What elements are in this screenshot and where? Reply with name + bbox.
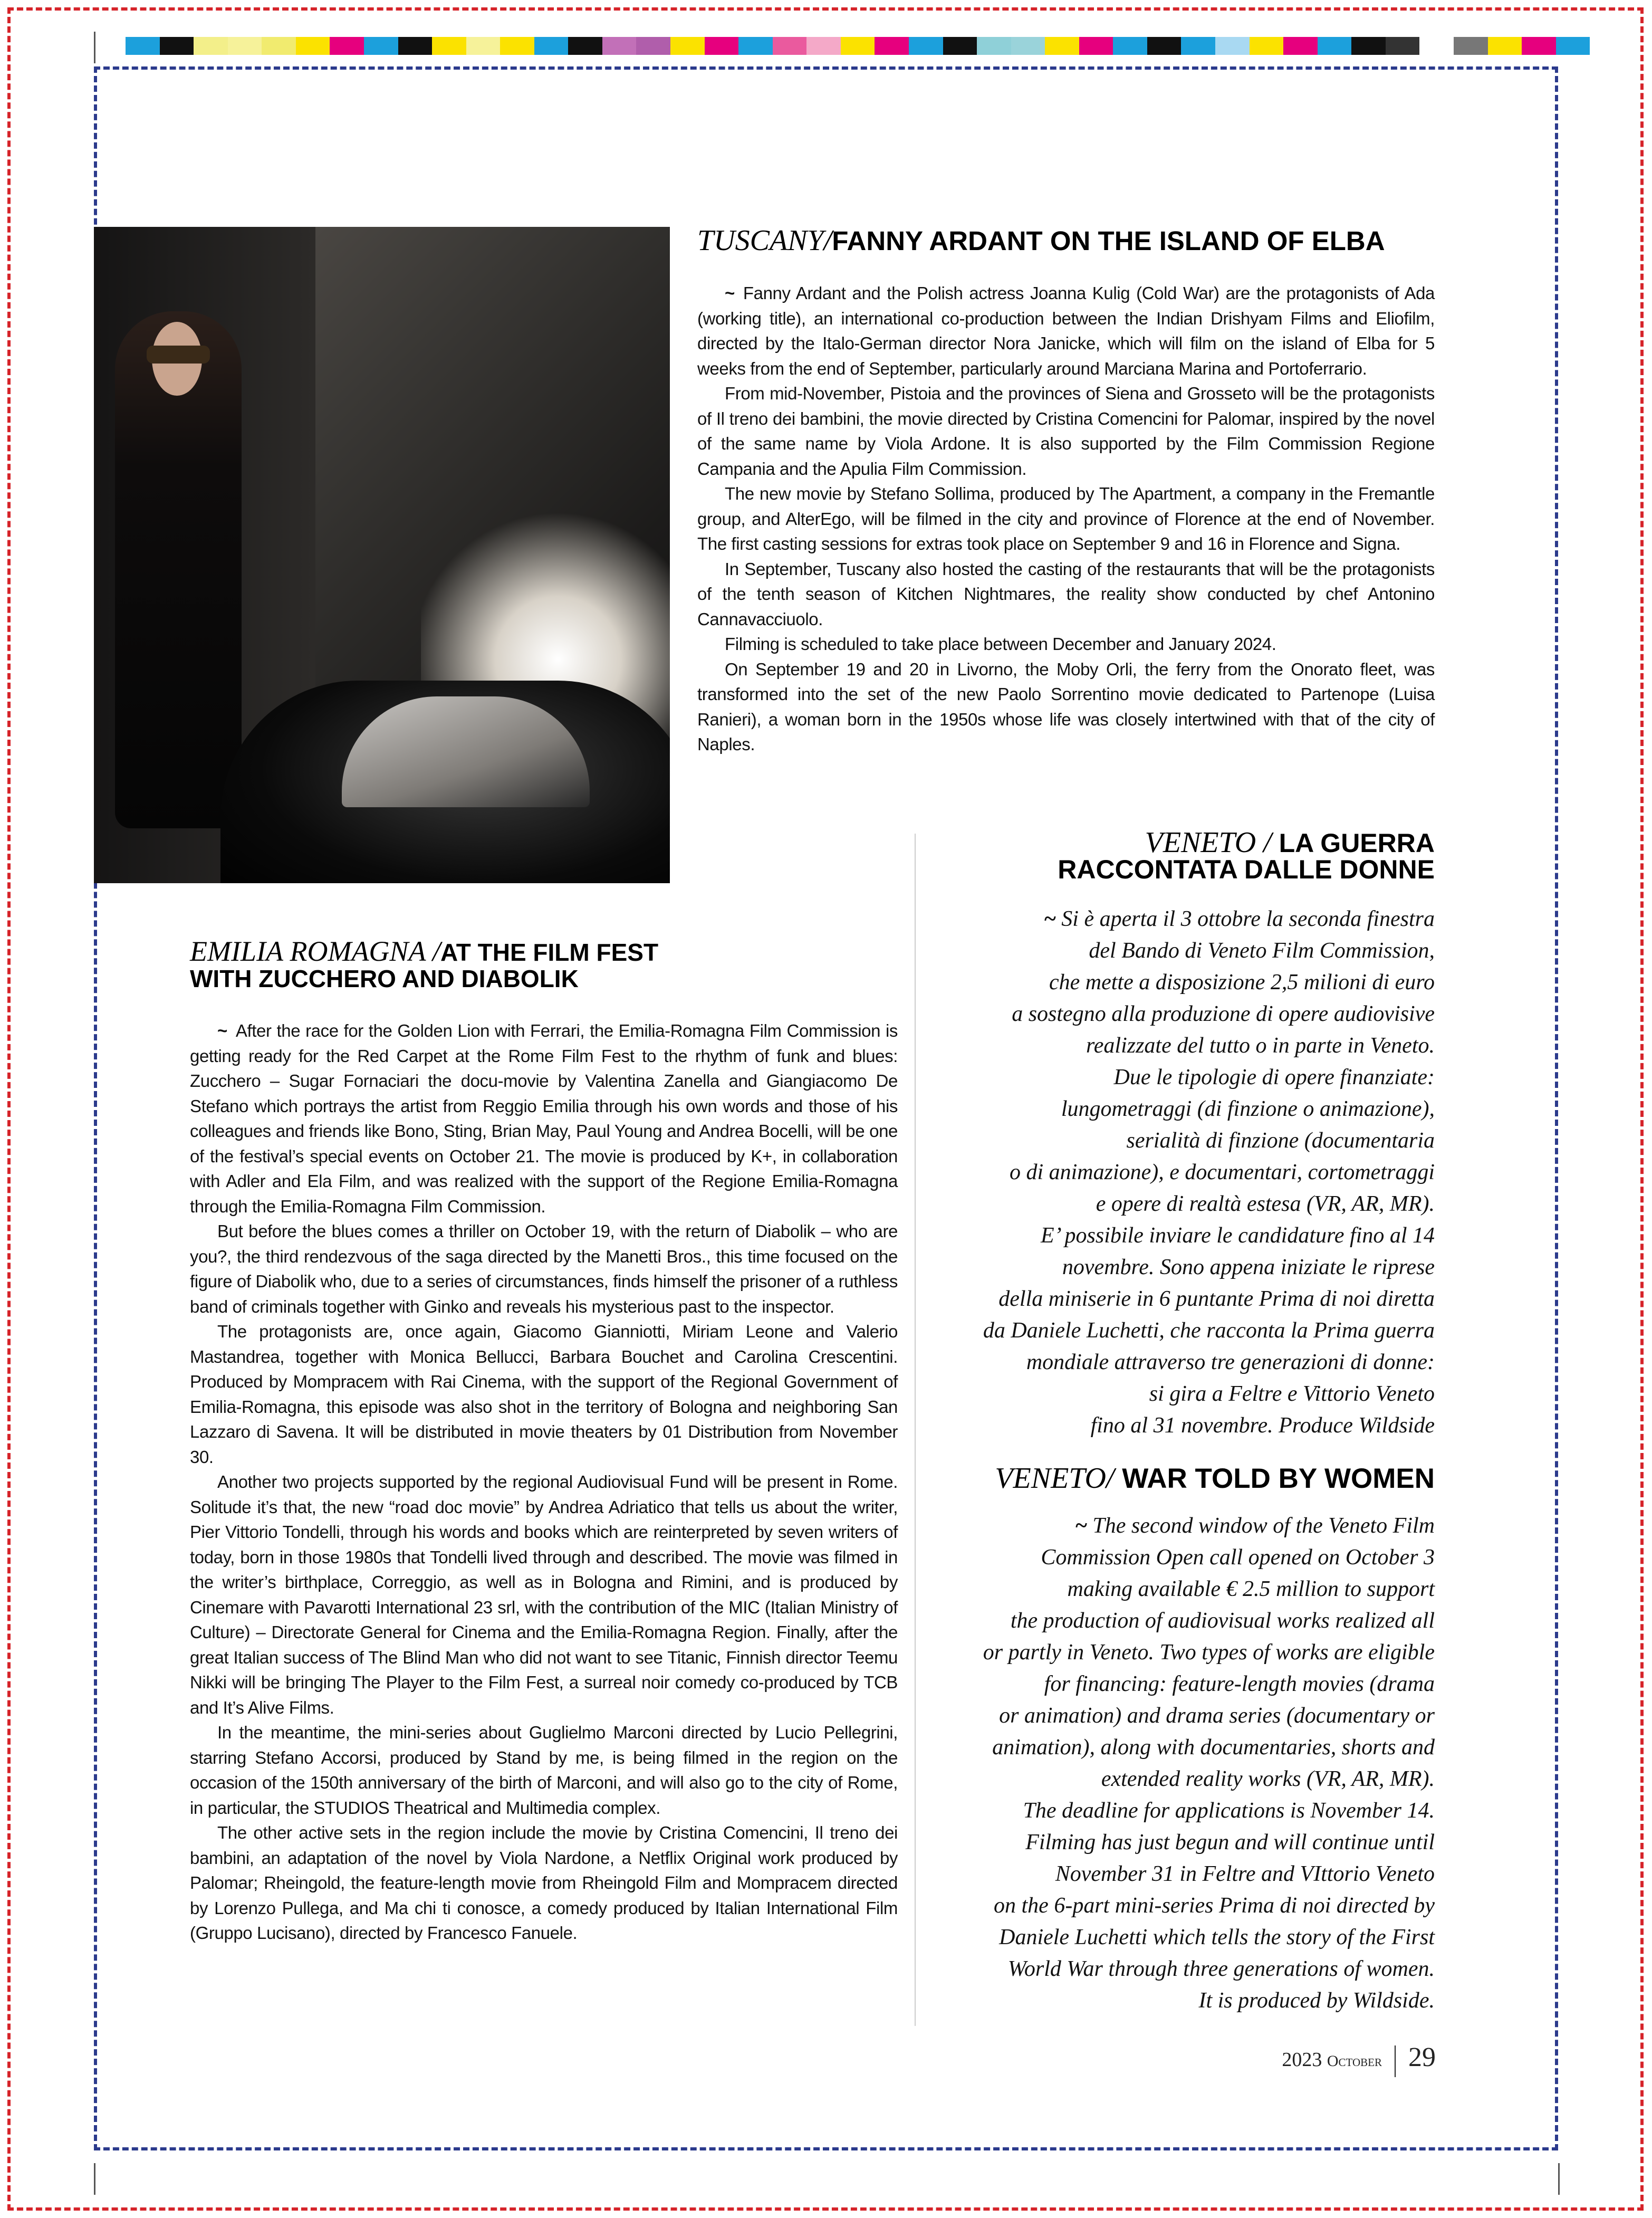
veneto-en-line [907, 1605, 1435, 1637]
veneto-it-line [907, 1251, 1435, 1283]
emilia-title-line2: WITH ZUCCHERO AND DIABOLIK [190, 965, 579, 992]
veneto-en-line [907, 1668, 1435, 1700]
veneto-en-line [907, 1795, 1435, 1827]
color-swatch [1419, 37, 1454, 55]
veneto-en-line [907, 1985, 1435, 2016]
emilia-paragraph: After the race for the Golden Lion with Ferrari, the Emilia-Romagna Film Commission is getting ready for the Red Carpet at the Rome Film Fest to the rhythm of funk and blues: Zucchero – Sugar Fornaciari the docu-movie by Valentina Zanella and Giangiacomo De Stefano which portrays the artist from Reggio Emilia through his own words and those of his colleagues and friends like Bono, Sting, Brian May, Paul Young and Andrea Bocelli, will be one of the festival’s special events on October 21. The movie is produced by K+, in collaboration with Adler and Ela Film, and was realized with the support of the Regione Emilia-Romagna through the Emilia-Romagna Film Commission. [190, 1021, 898, 1216]
veneto-en-place: VENETO/ [995, 1462, 1115, 1495]
veneto-it-line [907, 1220, 1435, 1251]
veneto-it-line [907, 998, 1435, 1030]
text-line: lungometraggi (di finzione o animazione), [1061, 1097, 1435, 1121]
text-line: E’ possibile inviare le candidature fino al 14 [1041, 1223, 1435, 1248]
veneto-en-heading [995, 1461, 1435, 1495]
veneto-en-line [907, 1542, 1435, 1573]
text-line: The deadline for applications is November 14. [1023, 1799, 1435, 1823]
color-swatch [670, 37, 705, 55]
color-swatch [1351, 37, 1386, 55]
text-line: novembre. Sono appena iniziate le riprese [1062, 1255, 1435, 1279]
color-swatch [1215, 37, 1250, 55]
color-swatch [943, 37, 977, 55]
veneto-it-line [907, 1378, 1435, 1410]
color-swatch [1250, 37, 1284, 55]
tuscany-article [697, 281, 1435, 757]
veneto-it-line [907, 1030, 1435, 1062]
color-swatch [1488, 37, 1522, 55]
veneto-en-line [907, 1510, 1435, 1542]
veneto-it-line [907, 1283, 1435, 1315]
veneto-it-heading [1058, 826, 1435, 884]
color-swatch [262, 37, 296, 55]
tuscany-paragraph: From mid-November, Pistoia and the provinces of Siena and Grosseto will be the protagonists of Il treno dei bambini, the movie directed by Cristina Comencini for Palomar, inspired by the novel of the same name by Viola Ardone. It is also supported by the Film Commission Regione Campania and the Apulia Film Commission. [697, 384, 1435, 479]
text-line: che mette a disposizione 2,5 milioni di euro [1049, 970, 1435, 995]
veneto-en-line [907, 1732, 1435, 1763]
text-line: Due le tipologie di opere finanziate: [1113, 1065, 1435, 1089]
veneto-en-line [907, 1700, 1435, 1732]
text-line: animation), along with documentaries, shorts and [992, 1735, 1435, 1760]
crop-mark [94, 2163, 95, 2195]
color-swatch [1318, 37, 1352, 55]
text-line: o di animazione), e documentari, cortometraggi [1009, 1160, 1435, 1184]
color-swatch [1522, 37, 1556, 55]
color-swatch [330, 37, 364, 55]
emilia-article [190, 1018, 898, 1946]
text-line: serialità di finzione (documentaria [1126, 1129, 1435, 1153]
color-swatch [773, 37, 807, 55]
folio-year: 2023 [1282, 2049, 1322, 2071]
veneto-en-line [907, 1921, 1435, 1953]
color-swatch [1181, 37, 1215, 55]
page-folio [1282, 2042, 1436, 2077]
color-swatch [806, 37, 841, 55]
veneto-it-line [907, 1188, 1435, 1220]
text-line: Si è aperta il 3 ottobre la seconda finestra [1061, 907, 1435, 931]
article-photo [94, 227, 670, 883]
veneto-en-line [907, 1573, 1435, 1605]
text-line: realizzate del tutto o in parte in Veneto. [1086, 1034, 1435, 1058]
text-line: del Bando di Veneto Film Commission, [1089, 939, 1435, 963]
text-line: or partly in Veneto. Two types of works are eligible [983, 1640, 1435, 1665]
color-swatch [398, 37, 433, 55]
color-swatch [1045, 37, 1079, 55]
color-swatch [500, 37, 534, 55]
text-line: extended reality works (VR, AR, MR). [1101, 1767, 1435, 1791]
color-swatch [126, 37, 160, 55]
text-line: Daniele Luchetti which tells the story of the First [999, 1925, 1435, 1949]
veneto-it-title-line1: LA GUERRA [1279, 828, 1435, 858]
color-swatch [875, 37, 909, 55]
veneto-it-line [907, 1062, 1435, 1093]
veneto-it-line [907, 1410, 1435, 1441]
color-swatch [1011, 37, 1045, 55]
veneto-en-title: WAR TOLD BY WOMEN [1122, 1463, 1435, 1494]
text-line: a sostegno alla produzione di opere audiovisive [1012, 1002, 1435, 1026]
text-line: Filming has just begun and will continue until [1025, 1830, 1435, 1854]
color-swatch [1113, 37, 1147, 55]
veneto-en-line [907, 1890, 1435, 1921]
color-swatch [534, 37, 569, 55]
veneto-it-line [907, 903, 1435, 935]
color-swatch [432, 37, 466, 55]
veneto-it-place: VENETO / [1145, 826, 1272, 859]
color-swatch [568, 37, 602, 55]
text-line: fino al 31 novembre. Produce Wildside [1090, 1413, 1435, 1438]
tuscany-paragraph: Filming is scheduled to take place between December and January 2024. [725, 634, 1276, 654]
text-line: da Daniele Luchetti, che racconta la Prima guerra [983, 1318, 1435, 1343]
print-color-bar [126, 37, 1590, 55]
tuscany-heading [697, 224, 1385, 257]
text-line: mondiale attraverso tre generazioni di donne: [1026, 1350, 1435, 1374]
emilia-heading [190, 935, 659, 992]
emilia-title-line1: AT THE FILM FEST [440, 939, 659, 966]
veneto-it-line [907, 1093, 1435, 1125]
text-line: for financing: feature-length movies (drama [1044, 1672, 1435, 1696]
color-swatch [296, 37, 330, 55]
tuscany-title: FANNY ARDANT ON THE ISLAND OF ELBA [832, 226, 1385, 256]
text-line: e opere di realtà estesa (VR, AR, MR). [1096, 1192, 1435, 1216]
color-swatch [636, 37, 670, 55]
color-swatch [841, 37, 875, 55]
color-swatch [909, 37, 943, 55]
text-line: on the 6-part mini-series Prima di noi directed by [994, 1894, 1435, 1918]
crop-mark [94, 32, 95, 63]
text-line: The second window of the Veneto Film [1092, 1514, 1435, 1538]
color-swatch [705, 37, 739, 55]
emilia-paragraph: The protagonists are, once again, Giacomo Gianniotti, Miriam Leone and Valerio Mastandrea, together with Monica Bellucci, Barbara Bouchet and Carolina Crescentini. Produced by Mompracem with Rai Cinema, with the support of the Regional Government of Emilia-Romagna, this episode was also shot in the territory of Bologna and neighboring San Lazzaro di Savena. It will be distributed in movie theaters by 01 Distribution from November 30. [190, 1322, 898, 1467]
veneto-en-line [907, 1953, 1435, 1985]
color-swatch [1147, 37, 1182, 55]
page-number: 29 [1408, 2042, 1436, 2072]
veneto-it-line [907, 1346, 1435, 1378]
text-line: Commission Open call opened on October 3 [1041, 1545, 1435, 1570]
color-swatch [977, 37, 1011, 55]
text-line: It is produced by Wildside. [1198, 1988, 1435, 2013]
emilia-paragraph: But before the blues comes a thriller on October 19, with the return of Diabolik – who are you?, the third rendezvous of the saga directed by the Manetti Bros., this time focused on the figure of Diabolik who, due to a series of circumstances, finds himself the prisoner of a ruthless band of criminals together with Ginko and reveals his mysterious past to the inspector. [190, 1221, 898, 1316]
crop-mark [1558, 2163, 1560, 2195]
color-swatch [738, 37, 773, 55]
emilia-paragraph: The other active sets in the region include the movie by Cristina Comencini, Il treno dei bambini, an adaptation of the novel by Viola Nardone, a Netflix Original work produced by Palomar; Rheingold, the feature-length movie from Rheingold Film and Mompracem directed by Lorenzo Pullega, and Ma chi ti conosce, a comedy produced by Italian International Film (Gruppo Lucisano), directed by Francesco Fanuele. [190, 1823, 898, 1943]
color-swatch [602, 37, 637, 55]
color-swatch [364, 37, 398, 55]
veneto-it-line [907, 967, 1435, 998]
color-swatch [1454, 37, 1488, 55]
color-swatch [1556, 37, 1590, 55]
veneto-it-title-line2: RACCONTATA DALLE DONNE [1058, 855, 1435, 884]
veneto-en-line [907, 1858, 1435, 1890]
emilia-paragraph: In the meantime, the mini-series about Guglielmo Marconi directed by Lucio Pellegrini, starring Stefano Accorsi, produced by Stand by me, is being filmed in the region on the occasion of the 150th anniversary of the birth of Marconi, and will also go to the city of Rome, in particular, the STUDIOS Theatrical and Multimedia complex. [190, 1723, 898, 1818]
tuscany-paragraph: The new movie by Stefano Sollima, produced by The Apartment, a company in the Fremantle group, and AlterEgo, will be filmed in the city and province of Florence at the end of November. The first casting sessions for extras took place on September 9 and 16 in Florence and Signa. [697, 484, 1435, 553]
veneto-it-line [907, 1125, 1435, 1156]
veneto-it-line [907, 1315, 1435, 1346]
text-line: November 31 in Feltre and VIttorio Veneto [1055, 1862, 1435, 1886]
section-tilde-icon: ~ [1044, 907, 1062, 931]
veneto-it-article [907, 903, 1435, 1441]
folio-month: October [1327, 2052, 1382, 2070]
color-swatch [1283, 37, 1318, 55]
text-line: della miniserie in 6 puntante Prima di noi diretta [998, 1287, 1435, 1311]
text-line: si gira a Feltre e Vittorio Veneto [1149, 1382, 1435, 1406]
veneto-en-article [907, 1510, 1435, 2016]
section-tilde-icon: ~ [217, 1021, 227, 1040]
tuscany-paragraph: Fanny Ardant and the Polish actress Joanna Kulig (Cold War) are the protagonists of Ada (working title), an international co-production between the Indian Drishyam Films and Eliofilm, directed by the Italo-German director Nora Janicke, which will film on the island of Elba for 5 weeks from the end of September, particularly around Marciana Marina and Portoferrario. [697, 283, 1435, 378]
emilia-paragraph: Another two projects supported by the regional Audiovisual Fund will be present in Rome. Solitude it’s that, the new “road doc movie” by Andrea Adriatico that tells us about the writer, Pier Vittorio Tondelli, through his words and books which are reinterpreted by seven writers of today, born in those 1980s that Tondelli lived through and described. The movie was filmed in the writer’s birthplace, Correggio, as well as in Bologna and Rimini, and is produced by Cinemare with Pavarotti International 23 srl, with the contribution of the MIC (Italian Ministry of Culture) – Directorate General for Cinema and the Emilia-Romagna Region. Finally, after the great Italian success of The Blind Man who did not want to see Titanic, Finnish director Teemu Nikki will be bringing The Player to the Film Fest, a surreal noir comedy co-produced by TCB and It’s Alive Films. [190, 1472, 898, 1717]
text-line: the production of audiovisual works realized all [1010, 1609, 1435, 1633]
color-swatch [466, 37, 501, 55]
color-swatch [194, 37, 228, 55]
veneto-it-line [907, 1156, 1435, 1188]
tuscany-paragraph: In September, Tuscany also hosted the casting of the restaurants that will be the protagonists of the tenth season of Kitchen Nightmares, the reality show conducted by chef Antonino Cannavacciuolo. [697, 559, 1435, 629]
text-line: or animation) and drama series (documentary or [999, 1704, 1435, 1728]
text-line: World War through three generations of women. [1007, 1957, 1435, 1981]
section-tilde-icon: ~ [725, 283, 735, 303]
emilia-place: EMILIA ROMAGNA / [190, 935, 440, 967]
tuscany-paragraph: On September 19 and 20 in Livorno, the Moby Orli, the ferry from the Onorato fleet, was transformed into the set of the new Paolo Sorrentino movie dedicated to Partenope (Luisa Ranieri), a woman born in the 1950s whose life was closely intertwined with that of the city of Naples. [697, 659, 1435, 754]
veneto-en-line [907, 1827, 1435, 1858]
color-swatch [228, 37, 262, 55]
veneto-en-line [907, 1637, 1435, 1668]
veneto-it-line [907, 935, 1435, 967]
veneto-en-line [907, 1763, 1435, 1795]
section-tilde-icon: ~ [1075, 1514, 1093, 1538]
tuscany-place: TUSCANY/ [697, 224, 832, 257]
color-swatch [1386, 37, 1420, 55]
text-line: making available € 2.5 million to support [1067, 1577, 1435, 1601]
color-swatch [160, 37, 194, 55]
color-swatch [1079, 37, 1113, 55]
